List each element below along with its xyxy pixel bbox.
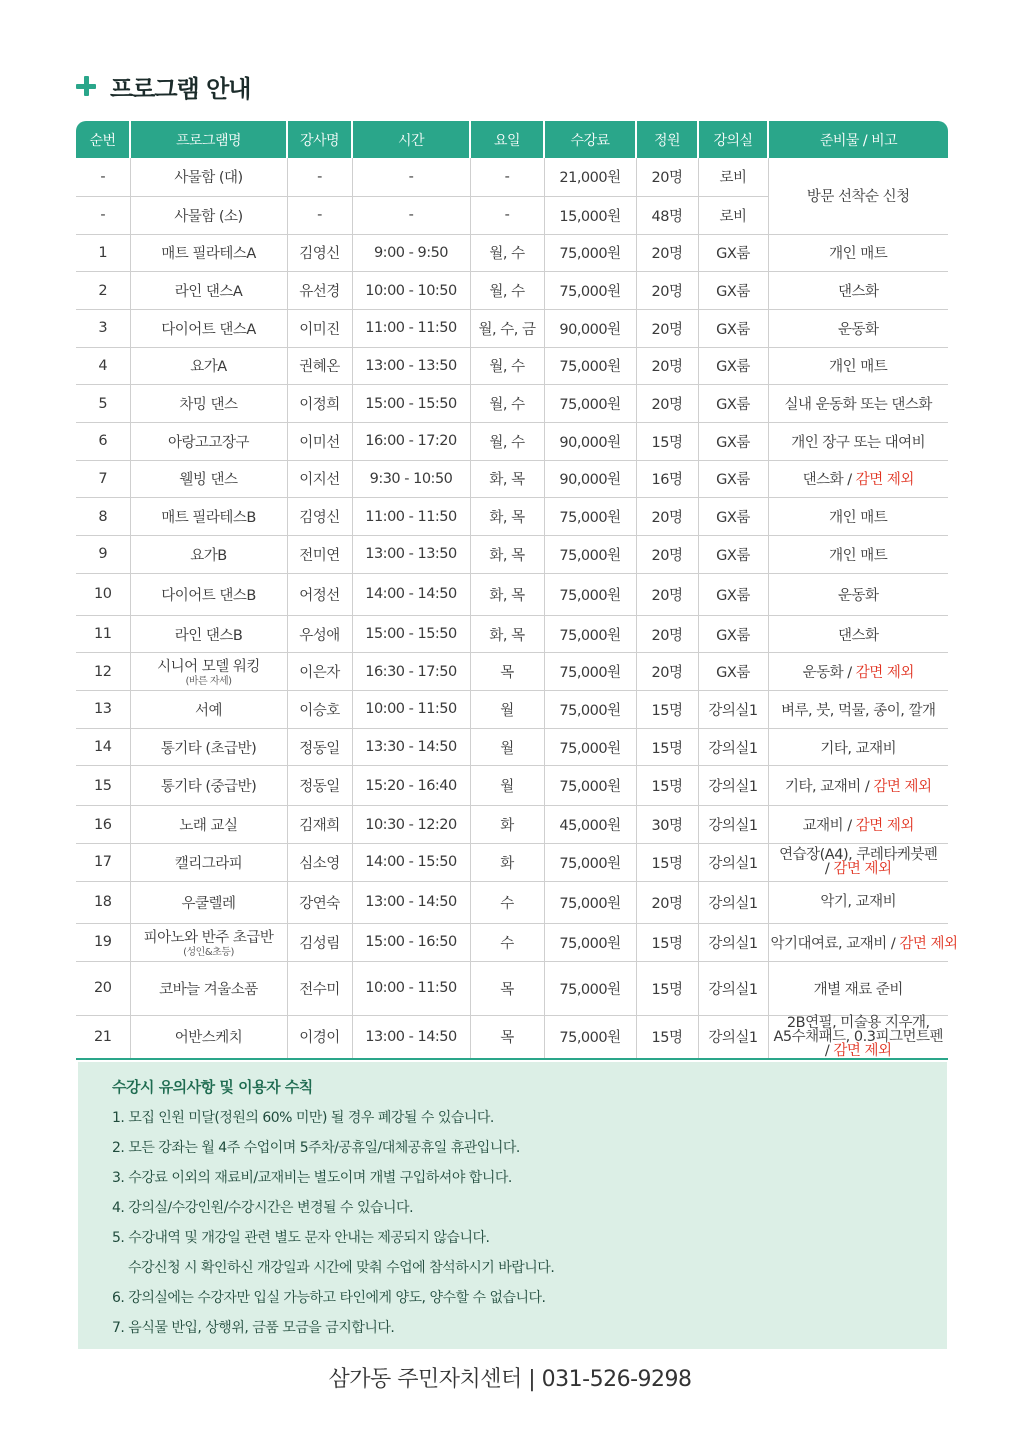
cell-note [768, 728, 948, 766]
cell-capacity: 20명 [636, 573, 698, 615]
cell-program [130, 653, 287, 691]
cell-days: 화 [470, 844, 544, 882]
cell-program: 서예 [130, 691, 287, 729]
cell-program: 우쿨렐레 [130, 881, 287, 923]
cell-days: 월, 수 [470, 385, 544, 423]
cell-room: 로비 [698, 158, 768, 196]
cell-time: 10:00 - 11:50 [352, 691, 470, 729]
table-row [76, 653, 948, 691]
cell-room: 강의실1 [698, 1015, 768, 1059]
cell-capacity: 20명 [636, 272, 698, 310]
cell-program: 다이어트 댄스B [130, 573, 287, 615]
cell-note [768, 961, 948, 1015]
cell-note [768, 347, 948, 385]
cell-note [768, 615, 948, 653]
cell-capacity: 15명 [636, 422, 698, 460]
note-item: 4. 강의실/수강인원/수강시간은 변경될 수 있습니다. [112, 1200, 414, 1216]
cell-capacity: 16명 [636, 460, 698, 498]
page-title: 프로그램 안내 [110, 74, 251, 103]
cell-fee: 90,000원 [544, 460, 636, 498]
note-text: 운동화 [837, 587, 879, 604]
cell-days: 목 [470, 961, 544, 1015]
table-row [76, 844, 948, 882]
cell-time: 16:00 - 17:20 [352, 422, 470, 460]
table-row [76, 385, 948, 423]
cell-note [768, 272, 948, 310]
cell-room: GX룸 [698, 536, 768, 574]
cell-note-locker: 방문 선착순 신청 [768, 158, 948, 234]
cell-teacher: - [287, 196, 352, 234]
cell-note [768, 234, 948, 272]
cell-time: 10:30 - 12:20 [352, 806, 470, 844]
cell-fee: 75,000원 [544, 923, 636, 961]
cell-room: GX룸 [698, 615, 768, 653]
note-text: 운동화 / [802, 665, 852, 682]
cell-fee: 90,000원 [544, 309, 636, 347]
cell-no: 1 [76, 234, 130, 272]
cell-room: GX룸 [698, 309, 768, 347]
cell-days: 화, 목 [470, 573, 544, 615]
cell-capacity: 20명 [636, 347, 698, 385]
cell-fee: 75,000원 [544, 234, 636, 272]
cell-program: 코바늘 겨울소품 [130, 961, 287, 1015]
note-item: 1. 모집 인원 미달(정원의 60% 미만) 될 경우 폐강될 수 있습니다. [112, 1110, 494, 1126]
cell-capacity: 15명 [636, 1015, 698, 1059]
program-name: 시니어 모델 워킹 [157, 659, 260, 676]
table-row [76, 961, 948, 1015]
cell-fee: 75,000원 [544, 272, 636, 310]
cell-days: 수 [470, 923, 544, 961]
cell-capacity: 15명 [636, 691, 698, 729]
table-row [76, 728, 948, 766]
cell-teacher: 김재희 [287, 806, 352, 844]
cell-days: 월 [470, 728, 544, 766]
header-room: 강의실 [698, 121, 768, 158]
cell-days: 월, 수 [470, 234, 544, 272]
cell-days: - [470, 196, 544, 234]
cell-program: 요가B [130, 536, 287, 574]
cell-room: 강의실1 [698, 881, 768, 923]
note-text: 댄스화 / [802, 472, 852, 489]
table-row [76, 573, 948, 615]
cell-fee: 75,000원 [544, 615, 636, 653]
note-text: 기타, 교재비 / [785, 779, 870, 796]
cell-room: 강의실1 [698, 691, 768, 729]
cell-fee: 15,000원 [544, 196, 636, 234]
cell-capacity: 15명 [636, 728, 698, 766]
cell-no: 12 [76, 653, 130, 691]
cell-program: 요가A [130, 347, 287, 385]
cell-room: 강의실1 [698, 961, 768, 1015]
cell-no: 13 [76, 691, 130, 729]
table-row [76, 766, 948, 806]
program-subtitle: (성인&초등) [183, 946, 234, 958]
page-header [76, 66, 250, 106]
cell-capacity: 20명 [636, 615, 698, 653]
header-no: 순번 [76, 121, 130, 158]
cell-days: 월 [470, 766, 544, 806]
cell-room: GX룸 [698, 653, 768, 691]
cell-program: 라인 댄스B [130, 615, 287, 653]
table-row [76, 309, 948, 347]
cell-time: 11:00 - 11:50 [352, 498, 470, 536]
table-row [76, 158, 948, 196]
cell-program: 라인 댄스A [130, 272, 287, 310]
cell-program [130, 923, 287, 961]
cell-days: 월 [470, 691, 544, 729]
program-subtitle: (바른 자세) [185, 676, 232, 688]
cell-no: 6 [76, 422, 130, 460]
cell-note [768, 309, 948, 347]
cell-teacher: 정동일 [287, 728, 352, 766]
cell-capacity: 20명 [636, 158, 698, 196]
note-item: 2. 모든 강좌는 월 4주 수업이며 5주차/공휴일/대체공휴일 휴관입니다. [112, 1140, 520, 1156]
note-text: 댄스화 [837, 627, 879, 644]
cell-teacher: 권혜온 [287, 347, 352, 385]
footer-contact: 삼가동 주민자치센터 | 031-526-9298 [328, 1367, 692, 1392]
cell-note [768, 498, 948, 536]
cell-no: 3 [76, 309, 130, 347]
cell-room: 강의실1 [698, 728, 768, 766]
cell-no: 17 [76, 844, 130, 882]
table-header-row [76, 121, 948, 158]
cell-teacher: 정동일 [287, 766, 352, 806]
cell-capacity: 15명 [636, 766, 698, 806]
notes-box [78, 1062, 947, 1349]
note-text: 실내 운동화 또는 댄스화 [784, 397, 932, 414]
cell-program: 다이어트 댄스A [130, 309, 287, 347]
cell-note [768, 422, 948, 460]
cell-program: 사물함 (소) [130, 196, 287, 234]
cell-teacher: 이지선 [287, 460, 352, 498]
cell-program: 아랑고고장구 [130, 422, 287, 460]
cell-room: 강의실1 [698, 923, 768, 961]
cell-capacity: 20명 [636, 309, 698, 347]
note-text: 악기대여료, 교재비 / [770, 935, 896, 952]
cell-room: 강의실1 [698, 844, 768, 882]
cell-room: GX룸 [698, 272, 768, 310]
cell-capacity: 20명 [636, 234, 698, 272]
note-item: 7. 음식물 반입, 상행위, 금품 모금을 금지합니다. [112, 1320, 395, 1336]
cell-time: 13:00 - 13:50 [352, 536, 470, 574]
cell-program: 어반스케치 [130, 1015, 287, 1059]
header-time: 시간 [352, 121, 470, 158]
cell-days: 목 [470, 653, 544, 691]
note-text: 개인 매트 [829, 547, 888, 564]
cell-note [768, 536, 948, 574]
table-row [76, 691, 948, 729]
cell-note [768, 691, 948, 729]
cell-no: 7 [76, 460, 130, 498]
cell-days: 월, 수 [470, 347, 544, 385]
cell-program: 웰빙 댄스 [130, 460, 287, 498]
cell-days: 화, 목 [470, 536, 544, 574]
cell-teacher: 김영신 [287, 498, 352, 536]
header-program: 프로그램명 [130, 121, 287, 158]
table-row [76, 923, 948, 961]
note-text: 개인 매트 [829, 510, 888, 527]
cell-no: 2 [76, 272, 130, 310]
cell-capacity: 48명 [636, 196, 698, 234]
cell-time: 15:00 - 15:50 [352, 615, 470, 653]
cell-time: 13:00 - 14:50 [352, 881, 470, 923]
cell-days: 화 [470, 806, 544, 844]
cell-days: 화, 목 [470, 498, 544, 536]
cell-capacity: 20명 [636, 385, 698, 423]
cell-note [768, 653, 948, 691]
cell-teacher: 우성애 [287, 615, 352, 653]
cell-teacher: 이은자 [287, 653, 352, 691]
cell-note [768, 385, 948, 423]
cell-room: 로비 [698, 196, 768, 234]
cell-capacity: 15명 [636, 923, 698, 961]
table-row [76, 615, 948, 653]
cell-capacity: 20명 [636, 498, 698, 536]
cell-room: GX룸 [698, 234, 768, 272]
cell-no: 20 [76, 961, 130, 1015]
cell-fee: 75,000원 [544, 691, 636, 729]
cell-no: 14 [76, 728, 130, 766]
cell-teacher: - [287, 158, 352, 196]
table-row [76, 272, 948, 310]
table-row [76, 234, 948, 272]
cell-room: GX룸 [698, 573, 768, 615]
cell-fee: 75,000원 [544, 961, 636, 1015]
note-text: 댄스화 [837, 284, 879, 301]
cell-no: 10 [76, 573, 130, 615]
cell-time: 16:30 - 17:50 [352, 653, 470, 691]
cell-teacher: 심소영 [287, 844, 352, 882]
note-item: 6. 강의실에는 수강자만 입실 가능하고 타인에게 양도, 양수할 수 없습니다. [112, 1290, 546, 1306]
cell-note [768, 1015, 948, 1059]
cell-days: 월, 수 [470, 272, 544, 310]
cell-no: 8 [76, 498, 130, 536]
cell-fee: 75,000원 [544, 766, 636, 806]
cell-teacher: 김영신 [287, 234, 352, 272]
note-text: 연습장(A4), 쿠레타케붓펜 [779, 847, 938, 864]
cell-note [768, 881, 948, 923]
note-item: 3. 수강료 이외의 재료비/교재비는 별도이며 개별 구입하셔야 합니다. [112, 1170, 512, 1186]
cell-time: 15:00 - 15:50 [352, 385, 470, 423]
cell-note [768, 573, 948, 615]
cell-note [768, 806, 948, 844]
cell-fee: 75,000원 [544, 728, 636, 766]
note-text: 기타, 교재비 [820, 740, 897, 757]
cell-time: 15:00 - 16:50 [352, 923, 470, 961]
header-teacher: 강사명 [287, 121, 352, 158]
note-text: 개인 매트 [829, 359, 888, 376]
note-item: 5. 수강내역 및 개강일 관련 별도 문자 안내는 제공되지 않습니다. [112, 1230, 490, 1246]
table-row [76, 1015, 948, 1059]
cell-capacity: 15명 [636, 961, 698, 1015]
cell-fee: 75,000원 [544, 573, 636, 615]
cell-no: 18 [76, 881, 130, 923]
cell-room: 강의실1 [698, 806, 768, 844]
table-row [76, 536, 948, 574]
notes-title: 수강시 유의사항 및 이용자 수칙 [112, 1078, 313, 1096]
exemption-excluded-label: 감면 제외 [899, 935, 958, 952]
table-row [76, 422, 948, 460]
cell-days: 목 [470, 1015, 544, 1059]
note-text: / [824, 1042, 830, 1059]
cell-fee: 75,000원 [544, 498, 636, 536]
cell-fee: 75,000원 [544, 1015, 636, 1059]
cell-note [768, 460, 948, 498]
cell-no: - [76, 158, 130, 196]
cell-days: 월, 수, 금 [470, 309, 544, 347]
cell-time: 13:30 - 14:50 [352, 728, 470, 766]
cell-days: 화, 목 [470, 615, 544, 653]
cell-note [768, 766, 948, 806]
cell-teacher: 이정희 [287, 385, 352, 423]
cell-no: - [76, 196, 130, 234]
program-name: 피아노와 반주 초급반 [143, 929, 274, 946]
cell-fee: 21,000원 [544, 158, 636, 196]
cell-teacher: 전미연 [287, 536, 352, 574]
cell-capacity: 15명 [636, 844, 698, 882]
program-table [76, 121, 958, 1060]
cell-fee: 75,000원 [544, 881, 636, 923]
note-text: 개인 장구 또는 대여비 [791, 434, 926, 451]
cell-capacity: 20명 [636, 536, 698, 574]
cell-fee: 75,000원 [544, 347, 636, 385]
cell-no: 15 [76, 766, 130, 806]
cell-room: GX룸 [698, 385, 768, 423]
cell-capacity: 20명 [636, 881, 698, 923]
cell-program: 차밍 댄스 [130, 385, 287, 423]
cell-no: 5 [76, 385, 130, 423]
cell-program: 매트 필라테스A [130, 234, 287, 272]
cell-days: 월, 수 [470, 422, 544, 460]
table-row [76, 498, 948, 536]
exemption-excluded-label: 감면 제외 [855, 665, 914, 682]
plus-icon [76, 76, 96, 96]
exemption-excluded-label: 감면 제외 [855, 818, 914, 835]
cell-time: - [352, 196, 470, 234]
header-days: 요일 [470, 121, 544, 158]
cell-room: GX룸 [698, 498, 768, 536]
cell-program: 통기타 (초급반) [130, 728, 287, 766]
note-item: 수강신청 시 확인하신 개강일과 시간에 맞춰 수업에 참석하시기 바랍니다. [128, 1260, 555, 1276]
exemption-excluded-label: 감면 제외 [855, 472, 914, 489]
cell-teacher: 이승호 [287, 691, 352, 729]
cell-capacity: 20명 [636, 653, 698, 691]
cell-days: - [470, 158, 544, 196]
exemption-excluded-label: 감면 제외 [873, 779, 932, 796]
cell-room: 강의실1 [698, 766, 768, 806]
cell-fee: 75,000원 [544, 653, 636, 691]
cell-time: 10:00 - 11:50 [352, 961, 470, 1015]
cell-teacher: 김성림 [287, 923, 352, 961]
cell-program: 통기타 (중급반) [130, 766, 287, 806]
cell-program: 사물함 (대) [130, 158, 287, 196]
exemption-excluded-label: 감면 제외 [833, 861, 892, 878]
cell-time: - [352, 158, 470, 196]
cell-time: 11:00 - 11:50 [352, 309, 470, 347]
note-text: 2B연필, 미술용 지우개, [786, 1014, 930, 1031]
cell-teacher: 유선경 [287, 272, 352, 310]
cell-time: 14:00 - 15:50 [352, 844, 470, 882]
cell-program: 노래 교실 [130, 806, 287, 844]
cell-fee: 75,000원 [544, 536, 636, 574]
cell-fee: 45,000원 [544, 806, 636, 844]
cell-time: 14:00 - 14:50 [352, 573, 470, 615]
cell-fee: 75,000원 [544, 844, 636, 882]
note-text: 운동화 [837, 321, 879, 338]
cell-capacity: 30명 [636, 806, 698, 844]
cell-room: GX룸 [698, 460, 768, 498]
cell-time: 9:00 - 9:50 [352, 234, 470, 272]
note-text: 개인 매트 [829, 246, 888, 263]
cell-days: 수 [470, 881, 544, 923]
note-text: / [824, 861, 830, 878]
cell-teacher: 강연숙 [287, 881, 352, 923]
cell-room: GX룸 [698, 347, 768, 385]
cell-note [768, 923, 958, 961]
table-row [76, 881, 948, 923]
table-row [76, 460, 948, 498]
cell-teacher: 전수미 [287, 961, 352, 1015]
cell-time: 13:00 - 13:50 [352, 347, 470, 385]
cell-time: 15:20 - 16:40 [352, 766, 470, 806]
note-text: A5수채패드, 0.3피그먼트펜 [773, 1028, 943, 1045]
note-text: 악기, 교재비 [820, 894, 897, 911]
cell-teacher: 이미선 [287, 422, 352, 460]
cell-time: 10:00 - 10:50 [352, 272, 470, 310]
note-text: 개별 재료 준비 [813, 981, 903, 998]
header-notes: 준비물 / 비고 [768, 121, 948, 158]
cell-teacher: 이미진 [287, 309, 352, 347]
cell-teacher: 어정선 [287, 573, 352, 615]
cell-note [768, 844, 948, 882]
cell-program: 캘리그라피 [130, 844, 287, 882]
cell-teacher: 이경이 [287, 1015, 352, 1059]
cell-time: 9:30 - 10:50 [352, 460, 470, 498]
cell-fee: 90,000원 [544, 422, 636, 460]
header-capacity: 정원 [636, 121, 698, 158]
cell-no: 16 [76, 806, 130, 844]
cell-days: 화, 목 [470, 460, 544, 498]
cell-no: 4 [76, 347, 130, 385]
cell-no: 19 [76, 923, 130, 961]
note-text: 교재비 / [802, 818, 852, 835]
cell-time: 13:00 - 14:50 [352, 1015, 470, 1059]
table-row [76, 806, 948, 844]
cell-no: 11 [76, 615, 130, 653]
cell-no: 9 [76, 536, 130, 574]
note-text: 벼루, 붓, 먹물, 종이, 깔개 [781, 702, 936, 719]
cell-no: 21 [76, 1015, 130, 1059]
cell-room: GX룸 [698, 422, 768, 460]
table-row [76, 347, 948, 385]
cell-program: 매트 필라테스B [130, 498, 287, 536]
header-fee: 수강료 [544, 121, 636, 158]
cell-fee: 75,000원 [544, 385, 636, 423]
exemption-excluded-label: 감면 제외 [833, 1042, 892, 1059]
